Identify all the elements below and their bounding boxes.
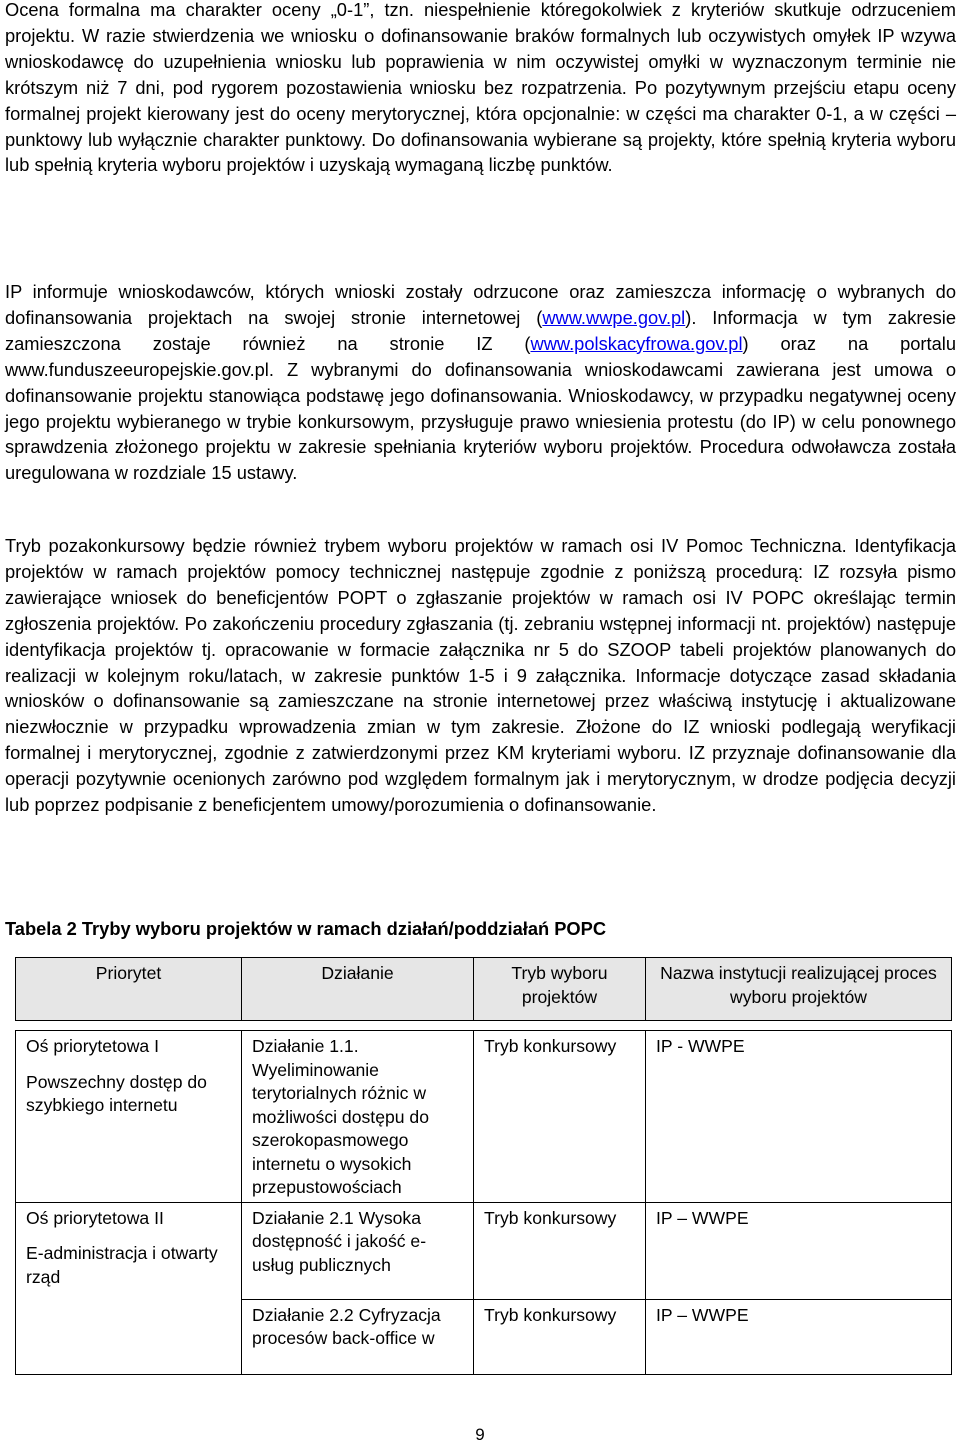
header-institution: Nazwa instytucji realizującej proces wyboru projektów [646,958,952,1021]
header-action: Działanie [242,958,474,1021]
cell-action: Działanie 2.1 Wysoka dostępność i jakość e-usług publicznych [242,1202,474,1299]
cell-institution: IP - WWPE [646,1031,952,1203]
header-mode: Tryb wyboru projektów [474,958,646,1021]
priority-axis-label: Oś priorytetowa II [26,1207,164,1228]
cell-mode: Tryb konkursowy [474,1299,646,1374]
cell-mode: Tryb konkursowy [474,1031,646,1203]
cell-institution: IP – WWPE [646,1299,952,1374]
cell-priority [16,1031,242,1203]
page-number: 9 [475,1425,485,1444]
table-row [16,1299,952,1374]
cell-mode: Tryb konkursowy [474,1202,646,1299]
paragraph-information-text-a: IP informuje wnioskodawców, których wnioski zostały odrzucone oraz zamieszcza informację o wybranych do dofinansowania projektach na swojej stronie internetowej ( [5,281,956,328]
cell-action: Działanie 1.1. Wyeliminowanie terytorialnych różnic w możliwości dostępu do szerokopasmowego internetu o wysokich przepustowościach [242,1031,474,1203]
selection-modes-table [15,957,952,1375]
paragraph-information-text-c: ) oraz na portalu www.funduszeeuropejskie.gov.pl. Z wybranymi do dofinansowania wnioskodawcami zawierana jest umowa o dofinansowanie projektu stanowiąca podstawę jego dofinansowania. Wnioskodawcy, w przypadku negatywnej oceny jego projektu wybieranego w trybie konkursowym, przysługuje prawo wniesienia protestu (do IP) w celu ponownego sprawdzenia złożonego projektu w zakresie spełniania kryteriów wyboru projektów. Procedura odwoławcza została uregulowana w rozdziale 15 ustawy. [5,332,956,484]
link-polskacyfrowa[interactable]: www.polskacyfrowa.gov.pl [530,332,743,354]
priority-axis-name: E-administracja i otwarty rząd [26,1243,218,1287]
cell-action: Działanie 2.2 Cyfryzacja procesów back-office w [242,1299,474,1374]
table-caption: Tabela 2 Tryby wyboru projektów w ramach działań/poddziałań POPC [5,918,607,939]
paragraph-information-text-b: ). Informacja w tym zakresie zamieszczona zostaje również na stronie IZ ( [5,306,956,354]
table-row [16,1031,952,1203]
cell-priority [16,1299,242,1374]
paragraph-information [5,279,956,486]
table-row [16,1202,952,1299]
table-spacer-row [16,1021,952,1031]
priority-axis-name: Powszechny dostęp do szybkiego internetu [26,1071,207,1115]
cell-institution: IP – WWPE [646,1202,952,1299]
table-header-row [16,958,952,1021]
link-wwpe[interactable]: www.wwpe.gov.pl [542,306,686,328]
paragraph-formal-assessment: Ocena formalna ma charakter oceny „0-1”, tzn. niespełnienie któregokolwiek z kryteriów skutkuje odrzuceniem projektu. W razie stwierdzenia we wniosku o dofinansowanie braków formalnych lub oczywistych omyłek IP wzywa wnioskodawcę do uzupełnienia wniosku lub poprawienia w nim oczywistej omyłki w wyznaczonym terminie nie krótszym niż 7 dni, pod rygorem pozostawienia wniosku bez rozpatrzenia. Po pozytywnym przejściu etapu oceny formalnej projekt kierowany jest do oceny merytorycznej, która opcjonalnie: w części ma charakter 0-1, a w części – punktowy lub wyłącznie charakter punktowy. Do dofinansowania wybierane są projekty, które spełnią kryteria wyboru lub spełnią kryteria wyboru projektów i uzyskają wymaganą liczbę punktów. [5,0,956,176]
cell-priority [16,1202,242,1299]
header-priority: Priorytet [16,958,242,1021]
priority-axis-label: Oś priorytetowa I [26,1036,159,1056]
paragraph-non-competitive-mode: Tryb pozakonkursowy będzie również trybem wyboru projektów w ramach osi IV Pomoc Techniczna. Identyfikacja projektów w ramach projektów pomocy technicznej następuje zgodnie z poniższą procedurą: IZ rozsyła pismo zawierające wniosek do beneficjentów POPT o zgłaszanie projektów w ramach osi IV POPC określając termin zgłoszenia projektów. Po zakończeniu procedury zgłaszania (tj. zebraniu wstępnej informacji nt. projektów) następuje identyfikacja projektów tj. opracowanie w formacie załącznika nr 5 do SZOOP tabeli projektów planowanych do realizacji w kolejnym roku/latach, w zakresie punktów 1-5 i 9 załącznika. Informacje dotyczące zasad składania wniosków o dofinansowanie są zamieszczane na stronie internetowej przez właściwą instytucję i aktualizowane niezwłocznie w przypadku wprowadzenia zmian w tym zakresie. Złożone do IZ wnioski podlegają weryfikacji formalnej i merytorycznej, zgodnie z zatwierdzonymi przez KM kryteriami wyboru. IZ przyznaje dofinansowanie dla operacji pozytywnie ocenionych zarówno pod względem formalnym jak i merytorycznym, w drodze podjęcia decyzji lub poprzez podpisanie z beneficjentem umowy/porozumienia o dofinansowanie. [5,535,956,816]
